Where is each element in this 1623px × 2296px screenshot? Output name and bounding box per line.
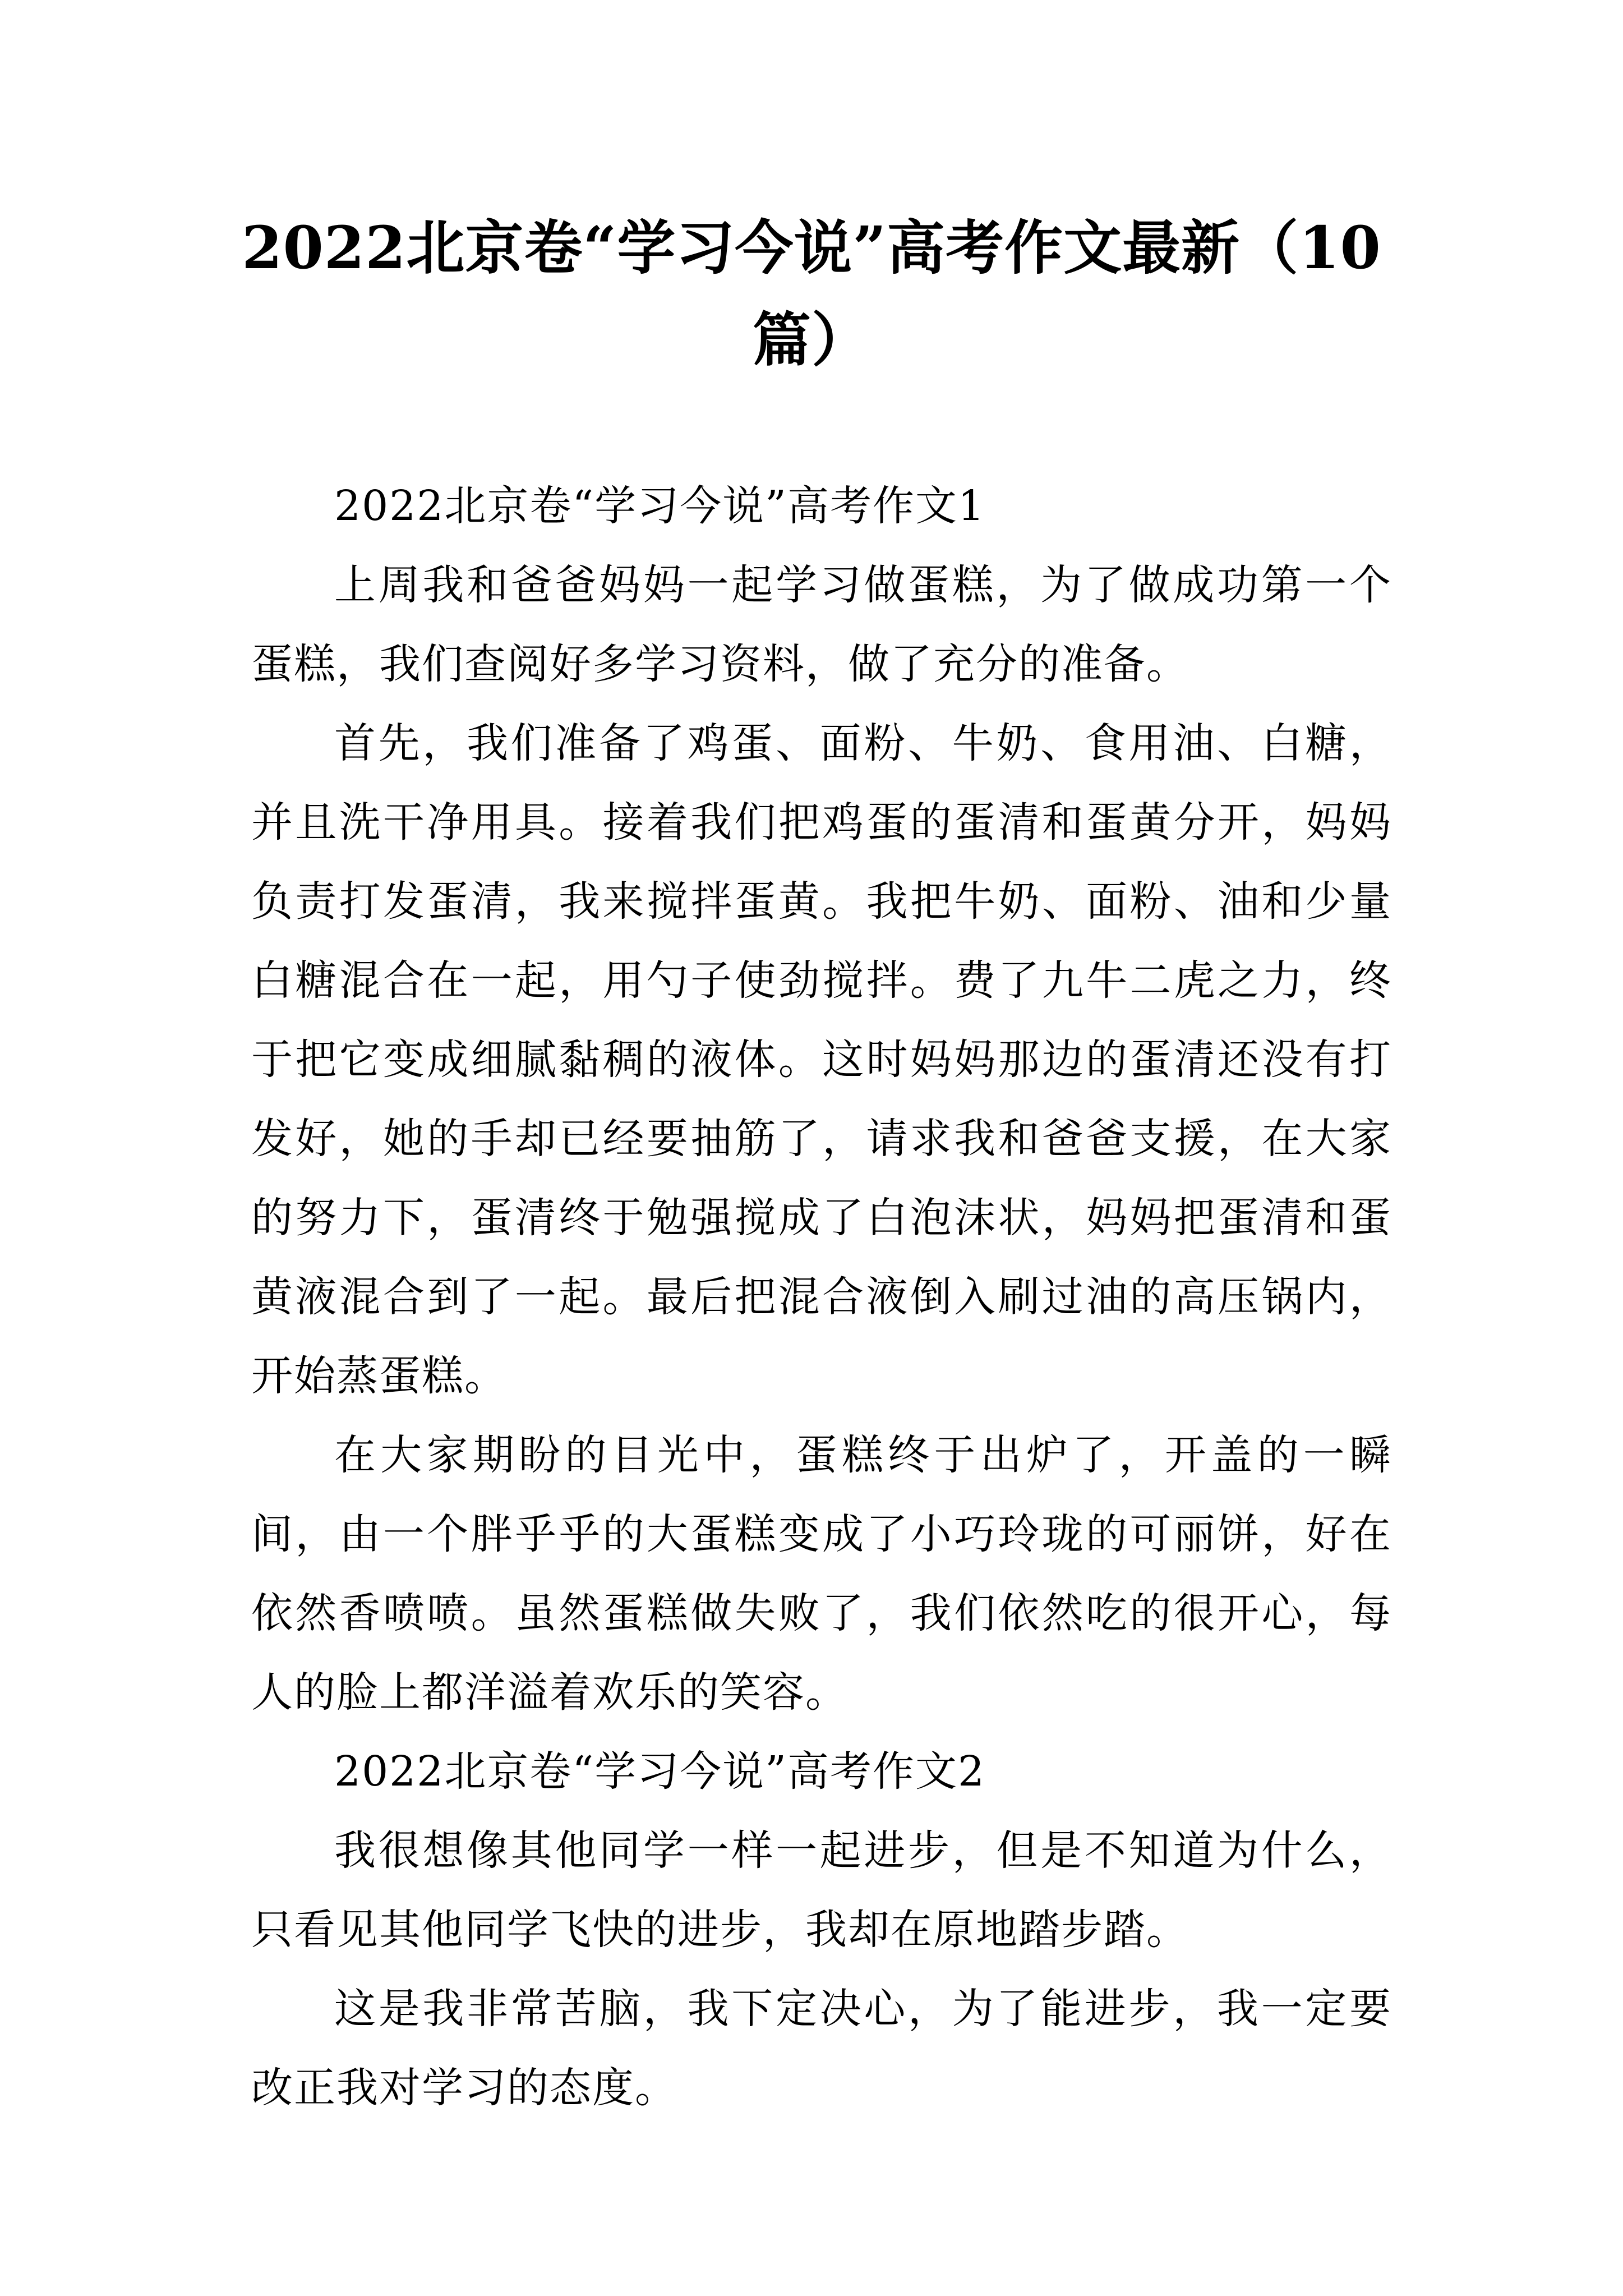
paragraph: 上周我和爸爸妈妈一起学习做蛋糕，为了做成功第一个蛋糕，我们查阅好多学习资料，做了充分的准备。 (251, 561, 1392, 688)
section-heading: 2022北京卷“学习今说”高考作文1 (334, 482, 986, 530)
paragraph: 在大家期盼的目光中，蛋糕终于出炉了，开盖的一瞬间，由一个胖乎乎的大蛋糕变成了小巧玲珑的可丽饼，好在依然香喷喷。虽然蛋糕做失败了，我们依然吃的很开心，每人的脸上都洋溢着欢乐的笑容。 (251, 1431, 1392, 1717)
paragraph: 我很想像其他同学一样一起进步，但是不知道为什么，只看见其他同学飞快的进步，我却在原地踏步踏。 (251, 1826, 1392, 1954)
document-title: 2022北京卷“学习今说”高考作文最新（10篇） (242, 213, 1381, 374)
document-body (251, 467, 1392, 2128)
paragraph: 这是我非常苦脑，我下定决心，为了能进步，我一定要改正我对学习的态度。 (251, 1985, 1392, 2112)
paragraph: 首先，我们准备了鸡蛋、面粉、牛奶、食用油、白糖，并且洗干净用具。接着我们把鸡蛋的蛋清和蛋黄分开，妈妈负责打发蛋清，我来搅拌蛋黄。我把牛奶、面粉、油和少量白糖混合在一起，用勺子使劲搅拌。费了九牛二虎之力，终于把它变成细腻黏稠的液体。这时妈妈那边的蛋清还没有打发好，她的手却已经要抽筋了，请求我和爸爸支援，在大家的努力下，蛋清终于勉强搅成了白泡沫状，妈妈把蛋清和蛋黄液混合到了一起。最后把混合液倒入刷过油的高压锅内，开始蒸蛋糕。 (251, 719, 1392, 1400)
section-heading: 2022北京卷“学习今说”高考作文2 (334, 1747, 986, 1796)
